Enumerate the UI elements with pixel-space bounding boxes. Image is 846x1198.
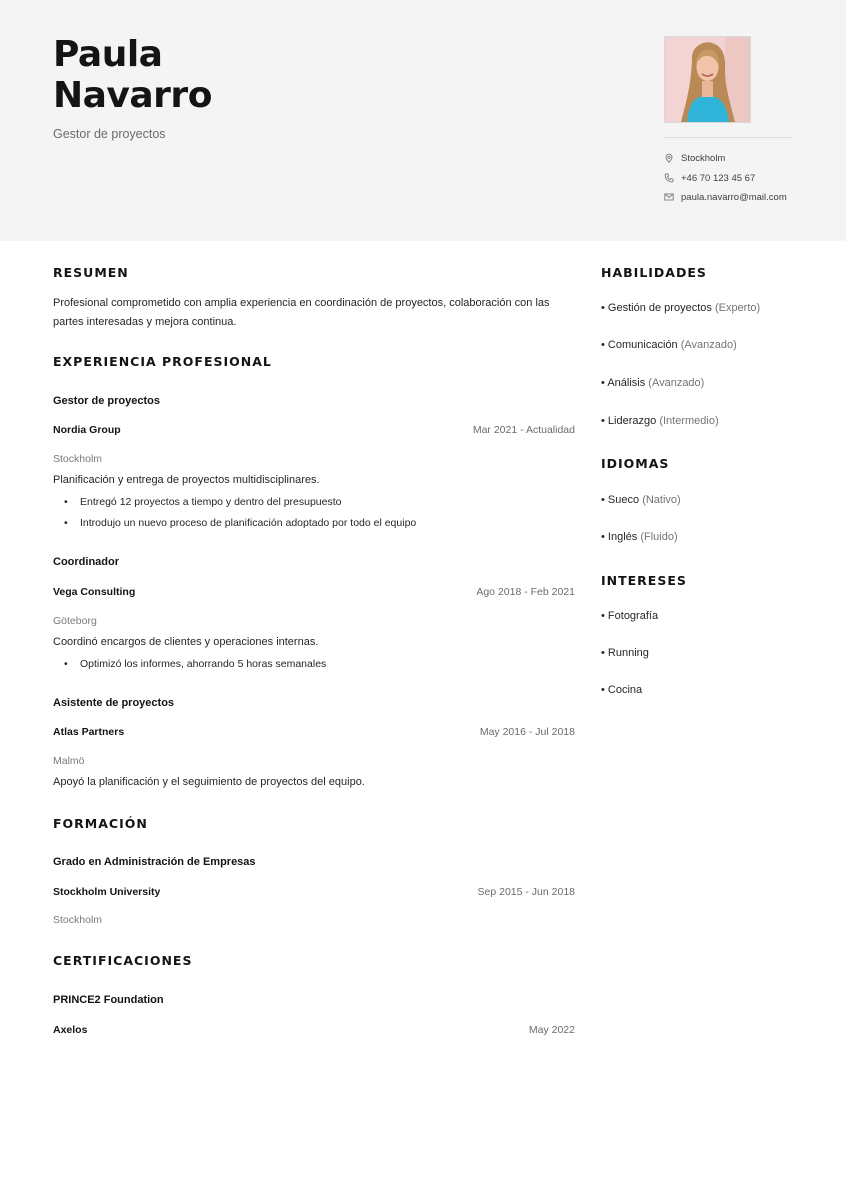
education-school: Stockholm University (53, 886, 161, 898)
experience-bullet-text: Optimizó los informes, ahorrando 5 horas semanales (80, 658, 327, 670)
experience-company-row (53, 424, 575, 438)
language-item: • Inglés (Fluido) (601, 531, 678, 543)
certification-date: May 2022 (528, 1024, 575, 1036)
envelope-icon (664, 192, 674, 202)
certification-name: PRINCE2 Foundation (53, 994, 164, 1006)
experience-company-row (53, 586, 575, 600)
language-level: (Fluido) (640, 531, 678, 543)
skills-heading: HABILIDADES (601, 265, 707, 280)
email-text: paula.navarro@mail.com (681, 191, 787, 203)
languages-heading: IDIOMAS (601, 456, 670, 471)
interest-name: Running (607, 647, 649, 659)
full-name (53, 34, 413, 116)
experience-description: Coordinó encargos de clientes y operaciones internas. (53, 636, 319, 648)
certification-issuer: Axelos (53, 1024, 88, 1036)
skill-level: (Experto) (714, 302, 761, 314)
contact-phone (664, 171, 834, 185)
experience-bullet (66, 496, 342, 508)
interest-item: • Cocina (601, 684, 643, 696)
education-dates: Sep 2015 - Jun 2018 (477, 886, 575, 898)
education-degree: Grado en Administración de Empresas (53, 856, 256, 868)
certification-issuer-row (53, 1024, 575, 1038)
interests-heading: INTERESES (601, 573, 687, 588)
experience-bullet (66, 658, 326, 670)
language-name: Inglés (607, 531, 638, 543)
experience-company-row (53, 726, 575, 740)
experience-description: Apoyó la planificación y el seguimiento de proyectos del equipo. (53, 776, 365, 788)
first-name: Paula (53, 34, 163, 75)
skill-item: • Gestión de proyectos (Experto) (601, 302, 761, 314)
experience-dates: Mar 2021 - Actualidad (472, 424, 575, 436)
experience-bullet-text: Introdujo un nuevo proceso de planificación adoptado por todo el equipo (80, 517, 417, 529)
certifications-heading: CERTIFICACIONES (53, 953, 193, 968)
experience-role: Gestor de proyectos (53, 395, 160, 407)
profile-photo (664, 36, 751, 123)
experience-location: Göteborg (53, 615, 97, 627)
summary-text: Profesional comprometido con amplia experiencia en coordinación de proyectos, colaboración con las partes interesadas y mejora continua. (53, 297, 550, 328)
resume-header (0, 0, 846, 241)
education-school-row (53, 886, 575, 900)
interest-name: Cocina (607, 684, 643, 696)
summary-heading: RESUMEN (53, 265, 129, 280)
contact-location (664, 151, 834, 165)
experience-dates: May 2016 - Jul 2018 (479, 726, 575, 738)
skill-item: • Liderazgo (Intermedio) (601, 415, 719, 427)
skill-name: Gestión de proyectos (607, 302, 712, 314)
skill-item: • Análisis (Avanzado) (601, 377, 705, 389)
last-name: Navarro (53, 75, 212, 116)
experience-company: Atlas Partners (53, 726, 125, 738)
experience-company: Nordia Group (53, 424, 121, 436)
header-divider (664, 137, 792, 138)
language-level: (Nativo) (642, 494, 681, 506)
skill-name: Liderazgo (607, 415, 657, 427)
experience-location: Malmö (53, 755, 85, 767)
education-heading: FORMACIÓN (53, 816, 148, 831)
education-location: Stockholm (53, 914, 103, 926)
interest-name: Fotografía (607, 610, 659, 622)
interest-item: • Running (601, 647, 649, 659)
experience-bullet (66, 517, 416, 529)
location-text: Stockholm (681, 152, 726, 164)
job-title: Gestor de proyectos (53, 127, 166, 141)
skill-level: (Intermedio) (659, 415, 719, 427)
experience-heading: EXPERIENCIA PROFESIONAL (53, 354, 272, 369)
language-name: Sueco (607, 494, 640, 506)
experience-location: Stockholm (53, 453, 103, 465)
experience-bullet-text: Entregó 12 proyectos a tiempo y dentro del presupuesto (80, 496, 342, 508)
skill-level: (Avanzado) (680, 339, 737, 351)
experience-company: Vega Consulting (53, 586, 136, 598)
location-pin-icon (664, 153, 674, 163)
language-item: • Sueco (Nativo) (601, 494, 681, 506)
experience-role: Asistente de proyectos (53, 697, 175, 709)
skill-name: Comunicación (607, 339, 678, 351)
skill-name: Análisis (607, 377, 646, 389)
experience-role: Coordinador (53, 556, 119, 568)
contact-email (664, 190, 834, 204)
interest-item: • Fotografía (601, 610, 659, 622)
experience-description: Planificación y entrega de proyectos multidisciplinares. (53, 474, 320, 486)
experience-dates: Ago 2018 - Feb 2021 (476, 586, 575, 598)
skill-level: (Avanzado) (648, 377, 705, 389)
phone-text: +46 70 123 45 67 (681, 172, 756, 184)
skill-item: • Comunicación (Avanzado) (601, 339, 737, 351)
phone-icon (664, 173, 674, 183)
